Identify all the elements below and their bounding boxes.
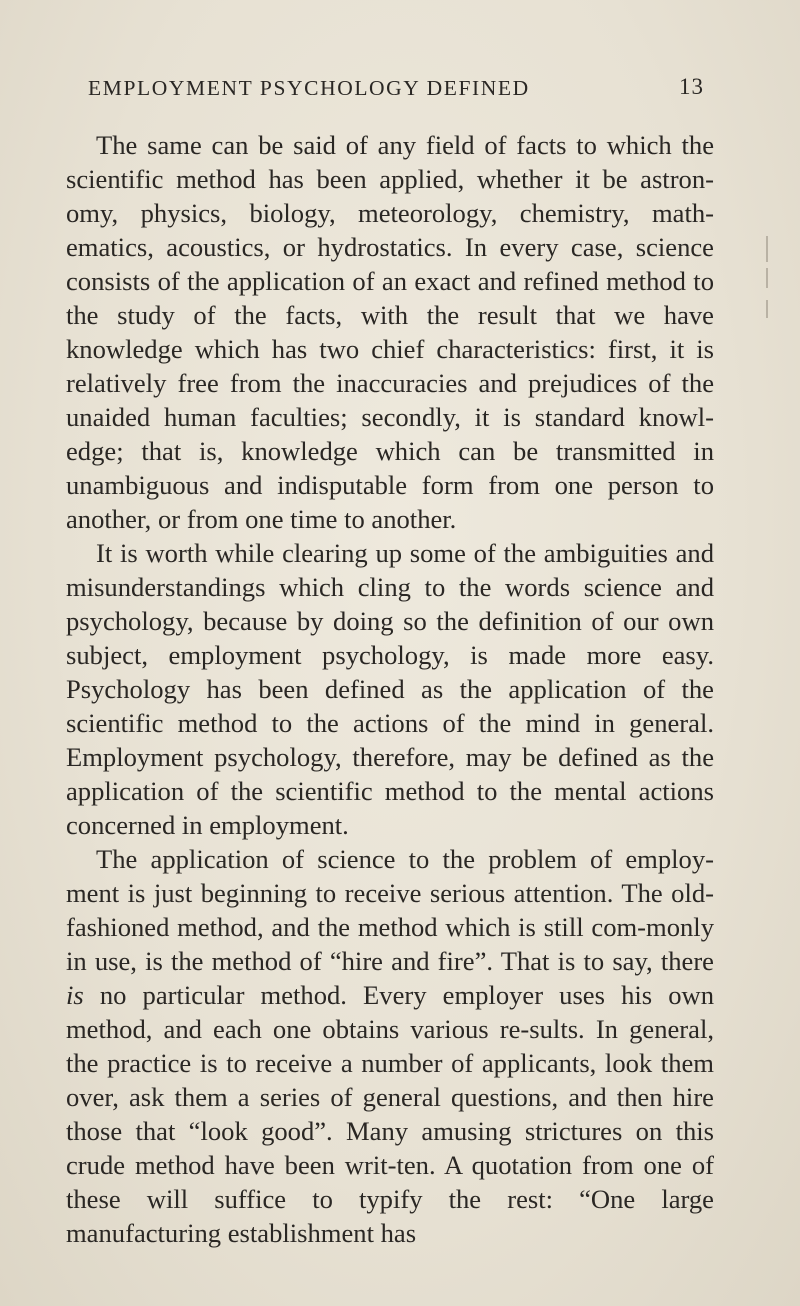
emphasized-word: is [66,980,84,1010]
paragraph-scientific-method: The same can be said of any field of facts to which the scientific method has been applied, whether it be astron-omy, physics, biology, meteorology, chemistry, math-ematics, acoustics, or hydrostatics. In every case, science consists of the application of an exact and refined method to the study of the facts, with the result that we have knowledge which has two chief characteristics: first, it is relatively free from the inaccuracies and prejudices of the unaided human faculties; secondly, it is standard knowl-edge; that is, knowledge which can be transmitted in unambiguous and indisputable form from one person to another, or from one time to another. [66,130,714,534]
body-text [66,128,714,1250]
paragraph-text-end: no particular method. Every employer uses his own method, and each one obtains various re-sults. In general, the practice is to receive a number of applicants, look them over, ask them a series of general questions, and then hire those that “look good”. Many amusing strictures on this crude method have been writ-ten. A quotation from one of these will suffice to typify the rest: “One large manufacturing establishment has [66,980,714,1248]
paragraph-definition: It is worth while clearing up some of the ambiguities and misunderstandings which cling to the words science and psychology, because by doing so the definition of our own subject, employment psychology, is made more easy. Psychology has been defined as the application of the scientific method to the actions of the mind in general. Employment psychology, therefore, may be defined as the application of the scientific method to the mental actions concerned in employment. [66,538,714,840]
running-head [66,72,714,102]
page-number: 13 [679,74,704,99]
book-page [66,72,714,1250]
margin-mark [766,236,768,262]
paragraph-text-start: The application of science to the problem of employ-ment is just beginning to receive serious attention. The old-fashioned method, and the method which is still com-monly in use, is the method of “hire and fire”. That is to say, there [66,844,714,976]
margin-mark [766,300,768,318]
running-title: EMPLOYMENT PSYCHOLOGY DEFINED [88,76,530,100]
margin-mark [766,268,768,288]
paragraph-hire-and-fire [66,842,714,1250]
